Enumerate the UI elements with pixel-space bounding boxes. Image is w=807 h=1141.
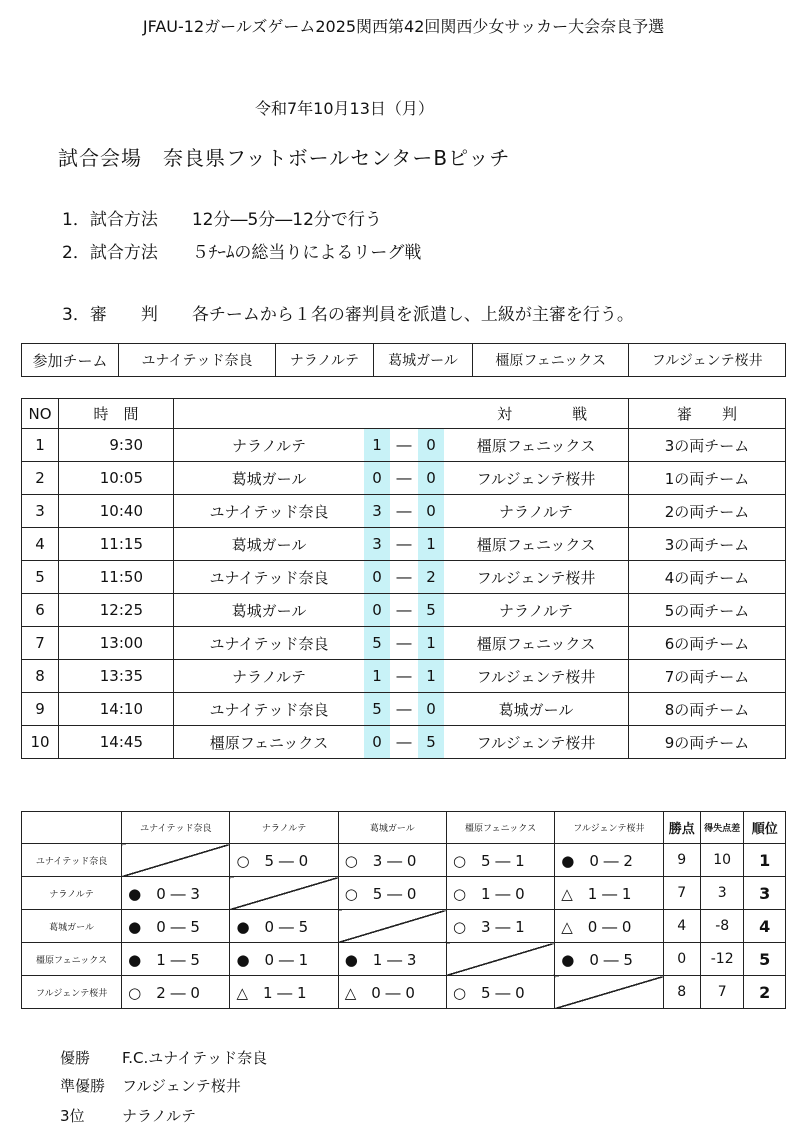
home-score: 5	[364, 693, 390, 725]
match-no: 8	[22, 660, 59, 693]
match-no: 9	[22, 693, 59, 726]
away-score: 0	[418, 495, 444, 527]
venue: 試合会場 奈良県フットボールセンターBピッチ	[58, 146, 511, 170]
match-no: 5	[22, 561, 59, 594]
score	[364, 561, 444, 594]
rule-3: 3．審 判 各チームから１名の審判員を派遣し、上級が主審を行う。	[62, 305, 634, 325]
result-cell: △ 1 ― 1	[230, 976, 338, 1009]
away-score: 2	[418, 561, 444, 593]
score	[364, 726, 444, 759]
match-time: 10:40	[59, 495, 174, 528]
team-cell: ユナイテッド奈良	[119, 344, 276, 377]
match-row	[22, 726, 786, 759]
referee: 4の両チーム	[629, 561, 786, 594]
home-team: 葛城ガール	[174, 594, 365, 627]
home-score: 3	[364, 495, 390, 527]
away-score: 1	[418, 528, 444, 560]
league-table	[21, 811, 786, 1009]
league-row	[22, 943, 786, 976]
result-cell: ○ 3 ― 1	[446, 910, 554, 943]
away-team: 葛城ガール	[444, 693, 629, 726]
rank: 2	[744, 976, 786, 1009]
goal-difference: -8	[700, 910, 744, 943]
match-no: 4	[22, 528, 59, 561]
league-col-header: ナラノルテ	[230, 812, 338, 844]
final-2: 準優勝 フルジェンテ桜井	[60, 1077, 241, 1095]
home-score: 5	[364, 627, 390, 659]
diagonal-cell	[555, 976, 663, 1009]
referee: 1の両チーム	[629, 462, 786, 495]
score-dash: ―	[396, 469, 412, 487]
rule-2: 2．試合方法 ５ﾁｰﾑの総当りによるリーグ戦	[62, 243, 422, 263]
away-score: 0	[418, 429, 444, 461]
score-dash: ―	[396, 502, 412, 520]
match-time: 9:30	[59, 429, 174, 462]
result-cell: ● 0 ― 5	[230, 910, 338, 943]
away-team: 橿原フェニックス	[444, 528, 629, 561]
score	[364, 627, 444, 660]
no-header: NO	[22, 399, 59, 429]
goal-difference: -12	[700, 943, 744, 976]
away-score: 1	[418, 627, 444, 659]
result-cell: △ 1 ― 1	[555, 877, 663, 910]
match-time: 11:15	[59, 528, 174, 561]
league-team-name: フルジェンテ桜井	[22, 976, 122, 1009]
home-team: ナラノルテ	[174, 429, 365, 462]
league-team-name: ナラノルテ	[22, 877, 122, 910]
teams-table	[21, 343, 786, 377]
score	[364, 495, 444, 528]
league-team-name: ユナイテッド奈良	[22, 844, 122, 877]
match-no: 7	[22, 627, 59, 660]
referee: 3の両チーム	[629, 429, 786, 462]
match-time: 14:45	[59, 726, 174, 759]
result-cell: ○ 1 ― 0	[446, 877, 554, 910]
team-cell: フルジェンテ桜井	[629, 344, 786, 377]
score	[364, 594, 444, 627]
referee: 8の両チーム	[629, 693, 786, 726]
match-row	[22, 462, 786, 495]
referee-header: 審 判	[629, 399, 786, 429]
score-dash: ―	[396, 634, 412, 652]
result-cell: ○ 5 ― 0	[338, 877, 446, 910]
result-cell: ○ 2 ― 0	[122, 976, 230, 1009]
match-time: 14:10	[59, 693, 174, 726]
diagonal-cell	[446, 943, 554, 976]
league-team-name: 橿原フェニックス	[22, 943, 122, 976]
score	[364, 528, 444, 561]
rank: 4	[744, 910, 786, 943]
home-team: 葛城ガール	[174, 462, 365, 495]
score-dash: ―	[396, 568, 412, 586]
result-cell: ○ 3 ― 0	[338, 844, 446, 877]
goal-difference: 3	[700, 877, 744, 910]
referee: 2の両チーム	[629, 495, 786, 528]
rule-1: 1．試合方法 12分―5分―12分で行う	[62, 210, 382, 230]
away-team: ナラノルテ	[444, 495, 629, 528]
match-row	[22, 627, 786, 660]
result-cell: ○ 5 ― 1	[446, 844, 554, 877]
result-cell: ● 0 ― 2	[555, 844, 663, 877]
home-team: ナラノルテ	[174, 660, 365, 693]
home-score: 0	[364, 594, 390, 626]
match-time: 10:05	[59, 462, 174, 495]
score-dash: ―	[396, 436, 412, 454]
referee: 9の両チーム	[629, 726, 786, 759]
score	[364, 462, 444, 495]
score-dash: ―	[396, 667, 412, 685]
away-team: 橿原フェニックス	[444, 429, 629, 462]
away-team: フルジェンテ桜井	[444, 660, 629, 693]
league-team-name: 葛城ガール	[22, 910, 122, 943]
points: 4	[663, 910, 700, 943]
home-score: 3	[364, 528, 390, 560]
home-team: 橿原フェニックス	[174, 726, 365, 759]
diagonal-cell	[230, 877, 338, 910]
rank: 3	[744, 877, 786, 910]
home-team: ユナイテッド奈良	[174, 693, 365, 726]
referee: 3の両チーム	[629, 528, 786, 561]
away-score: 0	[418, 693, 444, 725]
score-dash: ―	[396, 700, 412, 718]
rank: 1	[744, 844, 786, 877]
score-dash: ―	[396, 601, 412, 619]
team-cell: 葛城ガール	[373, 344, 472, 377]
result-cell: ● 1 ― 5	[122, 943, 230, 976]
home-score: 1	[364, 660, 390, 692]
match-time: 12:25	[59, 594, 174, 627]
match-row	[22, 495, 786, 528]
match-time: 13:00	[59, 627, 174, 660]
result-cell: ● 0 ― 5	[122, 910, 230, 943]
home-score: 0	[364, 726, 390, 758]
away-team: フルジェンテ桜井	[444, 726, 629, 759]
league-row	[22, 844, 786, 877]
home-team: ユナイテッド奈良	[174, 495, 365, 528]
referee: 7の両チーム	[629, 660, 786, 693]
match-row	[22, 561, 786, 594]
points: 8	[663, 976, 700, 1009]
schedule-table	[21, 398, 786, 759]
score-dash: ―	[396, 733, 412, 751]
match-header-right: 戦	[552, 399, 628, 429]
away-team: 橿原フェニックス	[444, 627, 629, 660]
final-3: 3位 ナラノルテ	[60, 1107, 196, 1125]
league-corner	[22, 812, 122, 844]
home-team: ユナイテッド奈良	[174, 627, 365, 660]
gd-header: 得失点差	[700, 812, 744, 844]
result-cell: ● 0 ― 3	[122, 877, 230, 910]
league-row	[22, 877, 786, 910]
result-cell: △ 0 ― 0	[338, 976, 446, 1009]
rank-header: 順位	[744, 812, 786, 844]
goal-difference: 10	[700, 844, 744, 877]
league-col-header: 葛城ガール	[338, 812, 446, 844]
match-no: 10	[22, 726, 59, 759]
result-cell: ○ 5 ― 0	[446, 976, 554, 1009]
away-team: ナラノルテ	[444, 594, 629, 627]
points: 0	[663, 943, 700, 976]
league-row	[22, 976, 786, 1009]
away-score: 5	[418, 594, 444, 626]
match-header-left: 対	[174, 399, 553, 429]
diagonal-cell	[122, 844, 230, 877]
team-cell: 橿原フェニックス	[473, 344, 629, 377]
team-cell: ナラノルテ	[275, 344, 373, 377]
away-score: 5	[418, 726, 444, 758]
away-team: フルジェンテ桜井	[444, 462, 629, 495]
match-no: 6	[22, 594, 59, 627]
home-team: ユナイテッド奈良	[174, 561, 365, 594]
match-date: 令和7年10月13日（月）	[255, 99, 434, 118]
away-score: 1	[418, 660, 444, 692]
home-score: 0	[364, 561, 390, 593]
result-cell: △ 0 ― 0	[555, 910, 663, 943]
referee: 5の両チーム	[629, 594, 786, 627]
match-row	[22, 528, 786, 561]
home-team: 葛城ガール	[174, 528, 365, 561]
match-time: 11:50	[59, 561, 174, 594]
away-score: 0	[418, 462, 444, 494]
result-cell: ○ 5 ― 0	[230, 844, 338, 877]
diagonal-cell	[338, 910, 446, 943]
match-no: 3	[22, 495, 59, 528]
match-no: 1	[22, 429, 59, 462]
final-1: 優勝 F.C.ユナイテッド奈良	[60, 1049, 268, 1067]
teams-label: 参加チーム	[22, 344, 119, 377]
points: 9	[663, 844, 700, 877]
match-row	[22, 660, 786, 693]
home-score: 0	[364, 462, 390, 494]
score	[364, 693, 444, 726]
league-row	[22, 910, 786, 943]
result-cell: ● 0 ― 5	[555, 943, 663, 976]
result-cell: ● 1 ― 3	[338, 943, 446, 976]
home-score: 1	[364, 429, 390, 461]
points-header: 勝点	[663, 812, 700, 844]
score	[364, 660, 444, 693]
score-dash: ―	[396, 535, 412, 553]
league-col-header: 橿原フェニックス	[446, 812, 554, 844]
match-row	[22, 693, 786, 726]
match-time: 13:35	[59, 660, 174, 693]
match-row	[22, 594, 786, 627]
league-col-header: ユナイテッド奈良	[122, 812, 230, 844]
points: 7	[663, 877, 700, 910]
match-no: 2	[22, 462, 59, 495]
match-row	[22, 429, 786, 462]
referee: 6の両チーム	[629, 627, 786, 660]
goal-difference: 7	[700, 976, 744, 1009]
result-cell: ● 0 ― 1	[230, 943, 338, 976]
away-team: フルジェンテ桜井	[444, 561, 629, 594]
league-col-header: フルジェンテ桜井	[555, 812, 663, 844]
time-header: 時 間	[59, 399, 174, 429]
rank: 5	[744, 943, 786, 976]
page-title: JFAU-12ガールズゲーム2025関西第42回関西少女サッカー大会奈良予選	[142, 17, 665, 36]
score	[364, 429, 444, 462]
